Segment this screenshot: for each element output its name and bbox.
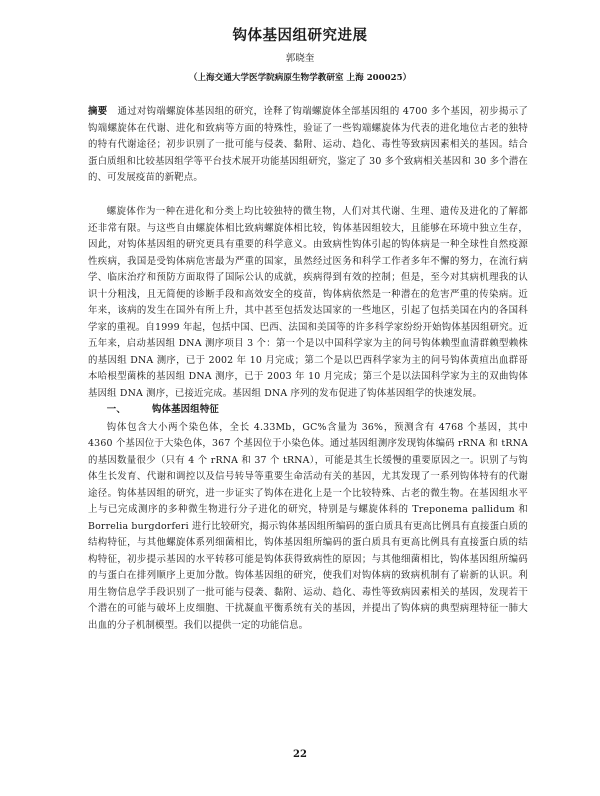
main-body: [88, 204, 528, 634]
section-number: 一、: [106, 404, 126, 415]
section-heading: [88, 402, 528, 419]
author-name: 郭晓奎: [285, 53, 315, 64]
abstract-text: 通过对钩端螺旋体基因组的研究，诠释了钩端螺旋体全部基因组的 4700 多个基因，初步揭示了钩端螺旋体在代谢、进化和致病等方面的特殊性，验证了一些钩端螺旋体为代表的进化地位古老的独特的特有代谢途径；初步识别了一批可能与侵袭、黏附、运动、趋化、毒性等致病因素相关的基因。结合蛋白质组和比较基因组学等平台技术展开功能基因组研究，鉴定了 30 多个致病相关基因和 30 多个潜在的、可发展疫苗的新靶点。: [88, 106, 529, 183]
author-affiliation: （上海交通大学医学院病原生物学教研室 上海 200025）: [188, 73, 412, 83]
section-paragraph: 钩体包含大小两个染色体，全长 4.33Mb，GC%含量为 36%，预测含有 4768 个基因，其中 4360 个基因位于大染色体，367 个基因位于小染色体。通过基因组测序发现钩体编码 rRNA 和 tRNA 的基因数量很少（只有 4 个 rRNA 和 37 个 tRNA），可能是其生长缓慢的重要原因之一。识别了与钩体生长发育、代谢和调控以及信号转导等重要生命活动有关的基因，尤其发现了一系列钩体特有的代谢途径。钩体基因组的研究，进一步证实了钩体在进化上是一个比较特殊、古老的微生物。在基因组水平上与已完成测序的多种微生物进行分子进化的研究，特别是与螺旋体科的 Treponema pallidum 和 Borrelia burgdorferi 进行比较研究，揭示钩体基因组所编码的蛋白质具有更高比例具有直接蛋白质的结构特征，与其他螺旋体系列细菌相比，钩体基因组所编码的蛋白质具有更高比例具有直接蛋白质的结构特征，初步提示基因的水平转移可能是钩体获得致病性的原因；与其他细菌相比，钩体基因组所编码的与蛋白在排列顺序上更加分散。钩体基因组的研究，使我们对钩体病的致病机制有了崭新的认识。利用生物信息学手段识别了一批可能与侵袭、黏附、运动、趋化、毒性等致病因素相关的基因，发现若干个潜在的可能与破坏上皮细胞、干扰凝血平衡系统有关的基因，并提出了钩体病的典型病理特征一肺大出血的分子机制模型。我们以提供一定的功能信息。: [88, 421, 528, 631]
intro-paragraph: 螺旋体作为一种在进化和分类上均比较独特的微生物，人们对其代谢、生理、遗传及进化的了解都还非常有限。与这些自由螺旋体相比致病螺旋体相比较，钩体基因组较大，且能够在环境中独立生存，因此，对钩体基因组的研究更具有重要的科学意义。由致病性钩体引起的钩体病是一种全球性自然疫源性疾病，我国是受钩体病危害最为严重的国家，虽然经过医务和科学工作者多年不懈的努力，在流行病学、临床治疗和预防方面取得了国际公认的成就，疾病得到有效的控制；但是，至今对其病机理我的认识十分粗浅，且无简便的诊断手段和高效安全的疫苗，钩体病依然是一种潜在的危害严重的传染病。近年来，该病的发生在国外有所上升，其中甚至包括发达国家的一些地区，引起了包括美国在内的各国科学家的重视。自1999 年起，包括中国、巴西、法国和美国等的许多科学家纷纷开始钩体基因组研究。近五年来，启动基因组 DNA 测序项目 3 个：第一个是以中国科学家为主的问号钩体赖型血清群赖型赖株的基因组 DNA 测序，已于 2002 年 10 月完成；第二个是以巴西科学家为主的问号钩体黄疸出血群哥本哈根型菌株的基因组 DNA 测序，已于 2003 年 10 月完成；第三个是以法国科学家为主的双曲钩体基因组 DNA 测序，已接近完成。基因组 DNA 序列的发布促进了钩体基因组学的快速发展。: [88, 206, 528, 399]
abstract-label: 摘要: [88, 106, 108, 117]
paper-title: 钩体基因组研究进展: [232, 28, 368, 44]
abstract: [88, 104, 528, 187]
page-number: 22: [293, 749, 307, 760]
section-title: 钩体基因组特征: [151, 404, 219, 415]
